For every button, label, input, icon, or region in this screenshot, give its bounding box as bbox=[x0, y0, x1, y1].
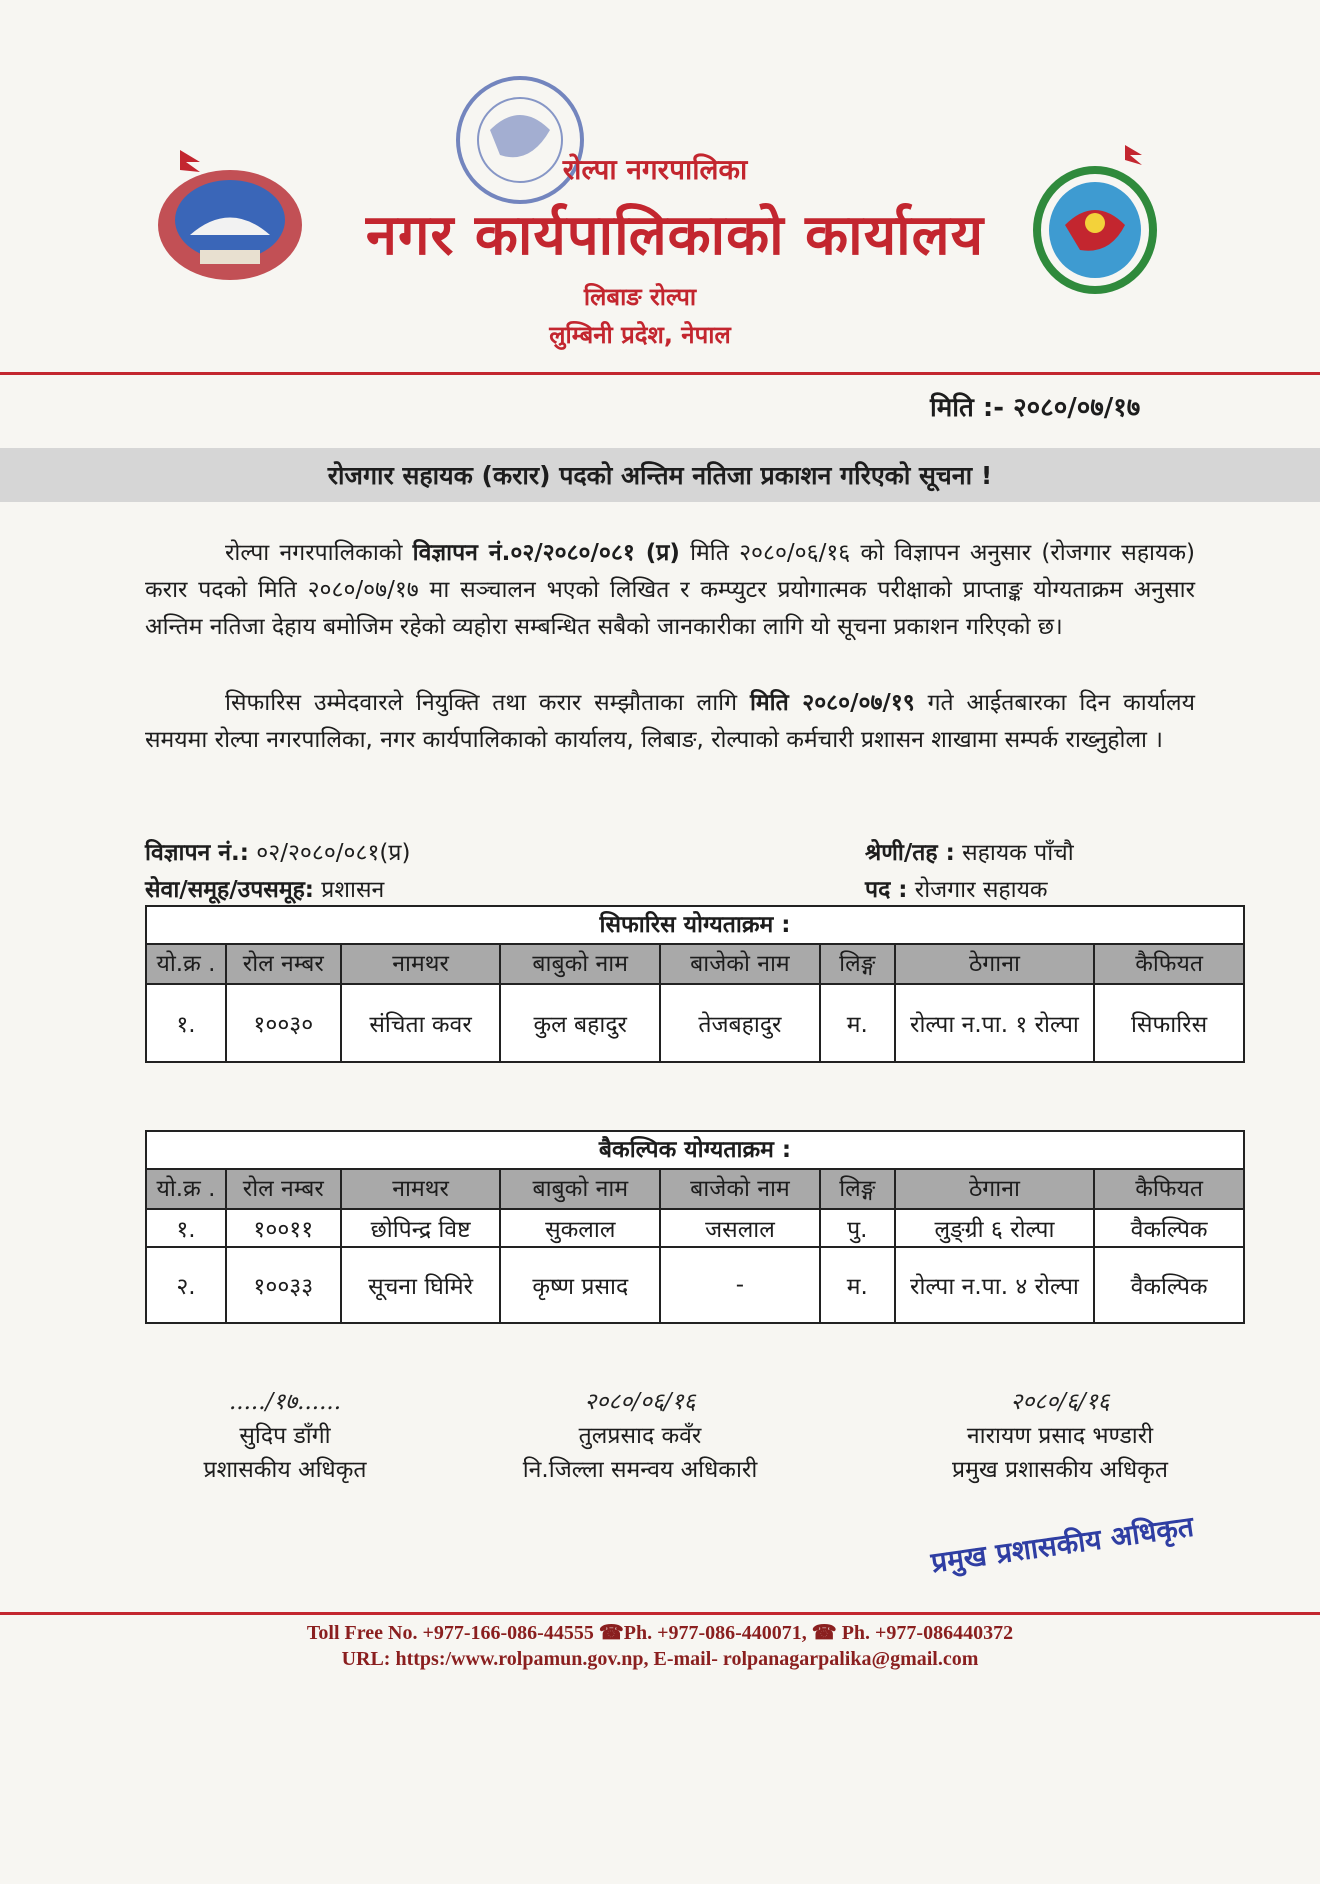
post-field bbox=[865, 872, 1048, 904]
signature-block-2 bbox=[470, 1385, 810, 1487]
signature-scrawl-2: २०८०/०६/१६ bbox=[584, 1389, 696, 1415]
cell-name: संचिता कवर bbox=[341, 984, 501, 1062]
cell-serial: १. bbox=[146, 1209, 226, 1247]
cell-name: सूचना घिमिरे bbox=[341, 1247, 501, 1323]
footer-url: URL: https:/www.rolpamun.gov.np, E-mail- rolpanagarpalika@gmail.com bbox=[341, 1648, 979, 1670]
col-roll: रोल नम्बर bbox=[226, 944, 341, 984]
office-title: नगर कार्यपालिकाको कार्यालय bbox=[365, 203, 985, 268]
cell-gender: म. bbox=[820, 1247, 895, 1323]
notice-paragraph-1 bbox=[145, 535, 1195, 646]
level-field bbox=[865, 835, 1074, 867]
cell-gender: म. bbox=[820, 984, 895, 1062]
col-address: ठेगाना bbox=[895, 1169, 1094, 1209]
service-label: सेवा/समूह/उपसमूह: bbox=[145, 877, 314, 903]
cell-roll: १००३० bbox=[226, 984, 341, 1062]
level-value: सहायक पाँचौ bbox=[954, 840, 1074, 866]
para1-text-a: रोल्पा नगरपालिकाको bbox=[225, 540, 413, 566]
post-value: रोजगार सहायक bbox=[907, 877, 1048, 903]
col-remarks: कैफियत bbox=[1094, 944, 1244, 984]
col-address: ठेगाना bbox=[895, 944, 1095, 984]
para2-text-b: गते आईतबारका दिन कार्यालय समयमा रोल्पा नगरपालिका, नगर कार्यपालिकाको कार्यालय, लिबाङ, रोल्पाको कर्मचारी प्रशासन शाखामा सम्पर्क राख्नुहोला । bbox=[145, 690, 1195, 753]
cell-father: कुल बहादुर bbox=[500, 984, 660, 1062]
col-father: बाबुको नाम bbox=[500, 944, 660, 984]
official-stamp-text: प्रमुख प्रशासकीय अधिकृत bbox=[929, 1509, 1196, 1580]
cell-grandfather: जसलाल bbox=[660, 1209, 820, 1247]
signature-scrawl-1: ...../१७...... bbox=[228, 1389, 342, 1415]
alternate-caption: बैकल्पिक योग्यताक्रम : bbox=[146, 1131, 1244, 1169]
address-line-2: लुम्बिनी प्रदेश, नेपाल bbox=[549, 321, 731, 349]
cell-name: छोपिन्द्र विष्ट bbox=[341, 1209, 501, 1247]
col-name: नामथर bbox=[341, 944, 501, 984]
cell-serial: २. bbox=[146, 1247, 226, 1323]
notice-date: मिति :- २०८०/०७/१७ bbox=[930, 393, 1141, 423]
address-line-1: लिबाङ रोल्पा bbox=[583, 283, 697, 311]
col-grandfather: बाजेको नाम bbox=[660, 1169, 820, 1209]
recommended-caption: सिफारिस योग्यताक्रम : bbox=[146, 906, 1244, 944]
municipality-seal-stamp bbox=[430, 70, 610, 210]
col-name: नामथर bbox=[341, 1169, 501, 1209]
para1-ad-number: विज्ञापन नं.०२/२०८०/०८१ (प्र) bbox=[412, 540, 680, 566]
footer-divider bbox=[0, 1612, 1320, 1615]
col-gender: लिङ्ग bbox=[820, 944, 895, 984]
service-field bbox=[145, 872, 384, 904]
signatory-title-2: नि.जिल्ला समन्वय अधिकारी bbox=[522, 1457, 758, 1483]
cell-remarks: वैकल्पिक bbox=[1094, 1247, 1244, 1323]
nepal-emblem-logo bbox=[150, 140, 310, 290]
ad-number-field bbox=[145, 835, 410, 867]
cell-remarks: वैकल्पिक bbox=[1094, 1209, 1244, 1247]
cell-address: रोल्पा न.पा. १ रोल्पा bbox=[895, 984, 1095, 1062]
ad-number-label: विज्ञापन नं.: bbox=[145, 840, 249, 866]
cell-father: कृष्ण प्रसाद bbox=[500, 1247, 660, 1323]
col-grandfather: बाजेको नाम bbox=[660, 944, 820, 984]
cell-remarks: सिफारिस bbox=[1094, 984, 1244, 1062]
col-gender: लिङ्ग bbox=[820, 1169, 895, 1209]
table-row bbox=[146, 1247, 1244, 1323]
cell-gender: पु. bbox=[820, 1209, 895, 1247]
col-roll: रोल नम्बर bbox=[226, 1169, 341, 1209]
recommended-header-row bbox=[146, 944, 1244, 984]
recommended-table bbox=[145, 905, 1245, 1063]
para1-text-b: मिति २०८०/०६/१६ को विज्ञापन अनुसार (रोजगार सहायक) करार पदको मिति २०८०/०७/१७ मा सञ्चालन भएको लिखित र कम्प्युटर प्रयोगात्मक परीक्षाको प्राप्ताङ्क योग्यताक्रम अनुसार अन्तिम नतिजा देहाय बमोजिम रहेको व्यहोरा सम्बन्धित सबैको जानकारीका लागि यो सूचना प्रकाशन गरिएको छ। bbox=[145, 540, 1195, 640]
alternate-table bbox=[145, 1130, 1245, 1324]
alternate-header-row bbox=[146, 1169, 1244, 1209]
col-serial: यो.क्र . bbox=[146, 1169, 226, 1209]
table-row bbox=[146, 1209, 1244, 1247]
col-remarks: कैफियत bbox=[1094, 1169, 1244, 1209]
signatory-title-1: प्रशासकीय अधिकृत bbox=[203, 1457, 367, 1483]
col-serial: यो.क्र . bbox=[146, 944, 226, 984]
service-value: प्रशासन bbox=[314, 877, 385, 903]
signature-block-1 bbox=[150, 1385, 420, 1487]
signatory-title-3: प्रमुख प्रशासकीय अधिकृत bbox=[952, 1457, 1168, 1483]
notice-paragraph-2 bbox=[145, 685, 1195, 759]
cell-serial: १. bbox=[146, 984, 226, 1062]
para2-text-a: सिफारिस उम्मेदवारले नियुक्ति तथा करार सम्झौताका लागि bbox=[225, 690, 750, 716]
para2-date: मिति २०८०/०७/१९ bbox=[749, 690, 915, 716]
signatory-name-2: तुलप्रसाद कवँर bbox=[578, 1423, 702, 1449]
signatory-name-1: सुदिप डाँगी bbox=[239, 1423, 331, 1449]
notice-heading: रोजगार सहायक (करार) पदको अन्तिम नतिजा प्रकाशन गरिएको सूचना ! bbox=[327, 461, 993, 490]
signature-block-3 bbox=[910, 1385, 1210, 1487]
footer-contact: Toll Free No. +977-166-086-44555 ☎Ph. +977-086-440071, ☎ Ph. +977-086440372 bbox=[306, 1622, 1014, 1644]
header-divider bbox=[0, 372, 1320, 375]
ad-number-value: ०२/२०८०/०८१(प्र) bbox=[248, 840, 411, 866]
post-label: पद : bbox=[865, 877, 908, 903]
cell-address: रोल्पा न.पा. ४ रोल्पा bbox=[895, 1247, 1094, 1323]
signatory-name-3: नारायण प्रसाद भण्डारी bbox=[966, 1423, 1154, 1449]
table-row bbox=[146, 984, 1244, 1062]
signature-scrawl-3: २०८०/६/१६ bbox=[1010, 1389, 1110, 1415]
cell-address: लुङ्ग्री ६ रोल्पा bbox=[895, 1209, 1094, 1247]
municipality-name: रोल्पा नगरपालिका bbox=[562, 153, 748, 186]
cell-grandfather: - bbox=[660, 1247, 820, 1323]
cell-roll: १००३३ bbox=[226, 1247, 341, 1323]
cell-grandfather: तेजबहादुर bbox=[660, 984, 820, 1062]
municipality-logo bbox=[1030, 145, 1160, 295]
col-father: बाबुको नाम bbox=[500, 1169, 660, 1209]
cell-roll: १००११ bbox=[226, 1209, 341, 1247]
level-label: श्रेणी/तह : bbox=[865, 840, 955, 866]
cell-father: सुकलाल bbox=[500, 1209, 660, 1247]
